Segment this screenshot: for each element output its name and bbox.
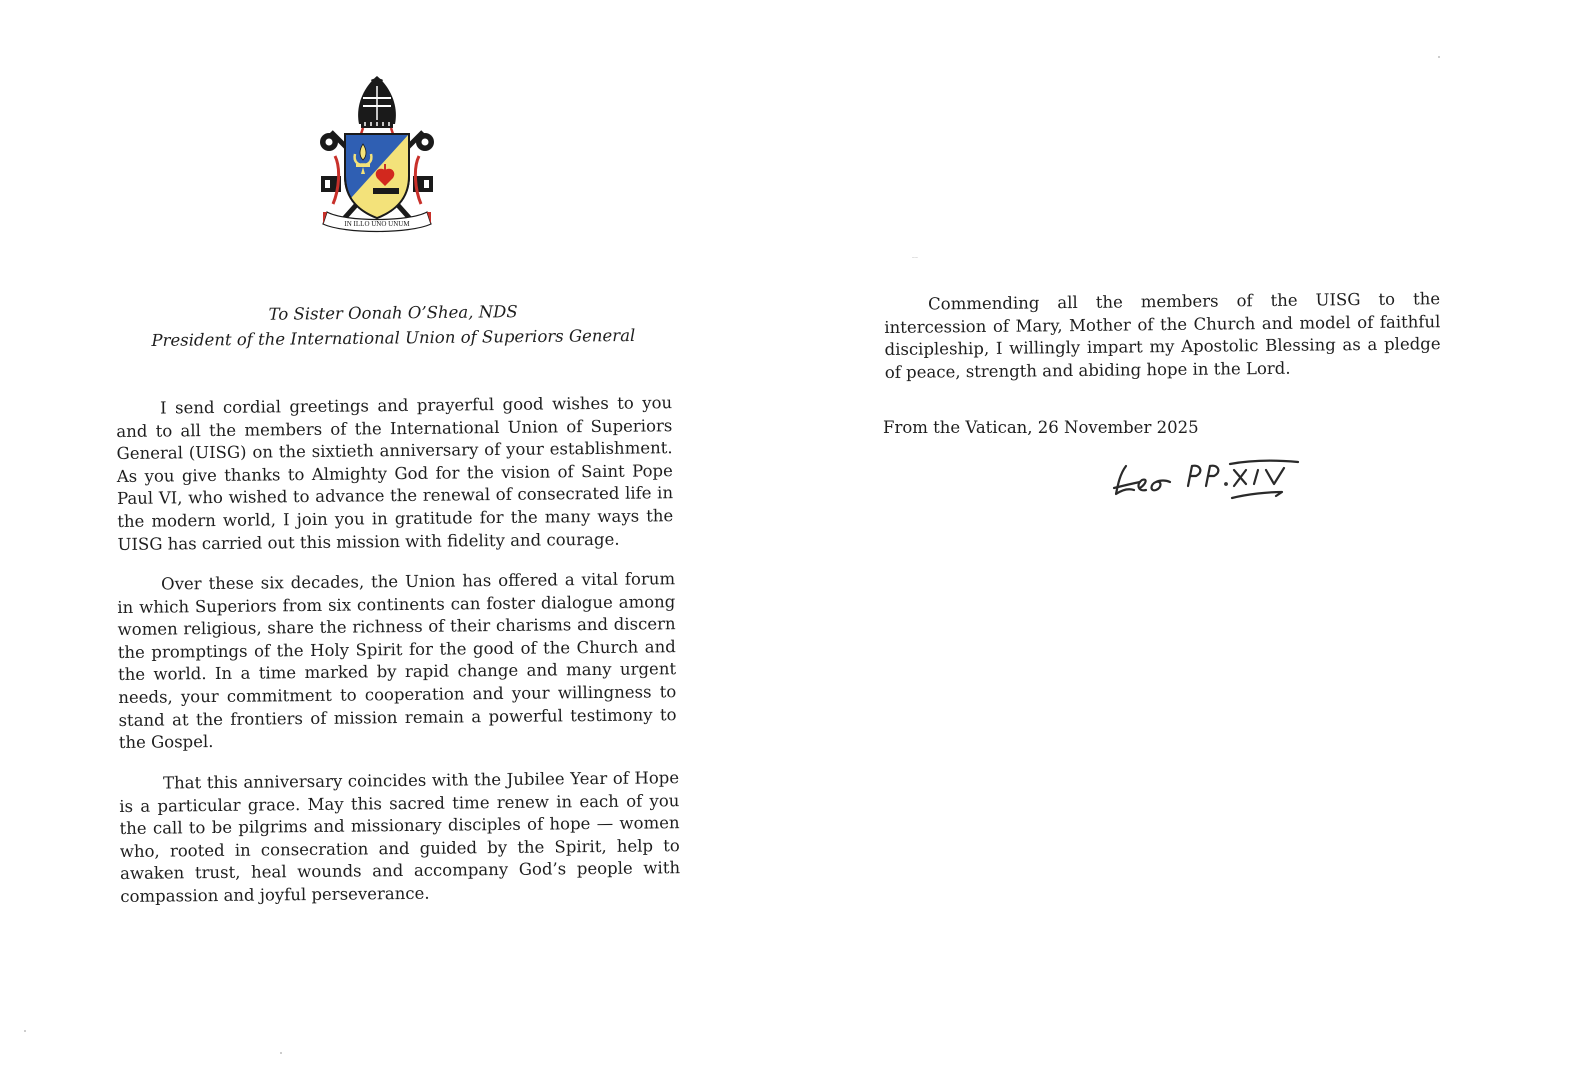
signature-text: Leo PP. XIV <box>912 258 918 259</box>
scan-speck <box>24 1030 26 1032</box>
scan-speck <box>280 1052 282 1054</box>
letter-paragraph-4: Commending all the members of the UISG to the intercession of Mary, Mother of the Church and model of faithful discipleship, I willingly impart my Apostolic Blessing as a pledge of peace, strength and abiding hope in the Lord. <box>884 289 1441 382</box>
crest-motto-text: IN ILLO UNO UNUM <box>344 220 410 228</box>
addressee-block <box>150 298 636 353</box>
right-page <box>790 0 1579 1080</box>
letter-paragraph-2: Over these six decades, the Union has offered a vital forum in which Superiors from six continents can foster dialogue among women religious, share the richness of their charisms and discern the promptings of the Holy Spirit for the good of the Church and the world. In a time marked by rapid change and many urgent needs, your commitment to cooperation and your willingness to stand at the frontiers of mission remain a powerful testimony to the Gospel. <box>117 569 677 753</box>
letter-paragraph-3: That this anniversary coincides with the Jubilee Year of Hope is a particular grace. May this sacred time renew in each of you the call to be pilgrims and missionary disciples of hope — women who, rooted in consecration and guided by the Spirit, help to awaken trust, heal wounds and accompany God’s people with compassion and joyful perseverance. <box>119 768 681 906</box>
dateline: From the Vatican, 26 November 2025 <box>883 418 1199 437</box>
mitre-icon <box>358 76 396 134</box>
letter-paragraph-1: I send cordial greetings and prayerful good wishes to you and to all the members of the International Union of Superiors General (UISG) on the sixtieth anniversary of your establishment. As you give thanks to Almighty God for the vision of Saint Pope Paul VI, who wished to advance the renewal of consecrated life in the modern world, I join you in gratitude for the many ways the UISG has carried out this mission with fidelity and courage. <box>116 393 674 554</box>
papal-coat-of-arms <box>315 72 439 240</box>
scan-speck <box>1438 56 1440 58</box>
addressee-title: President of the International Union of Superiors General <box>151 325 636 350</box>
addressee-name: To Sister Oonah O’Shea, NDS <box>268 302 518 324</box>
